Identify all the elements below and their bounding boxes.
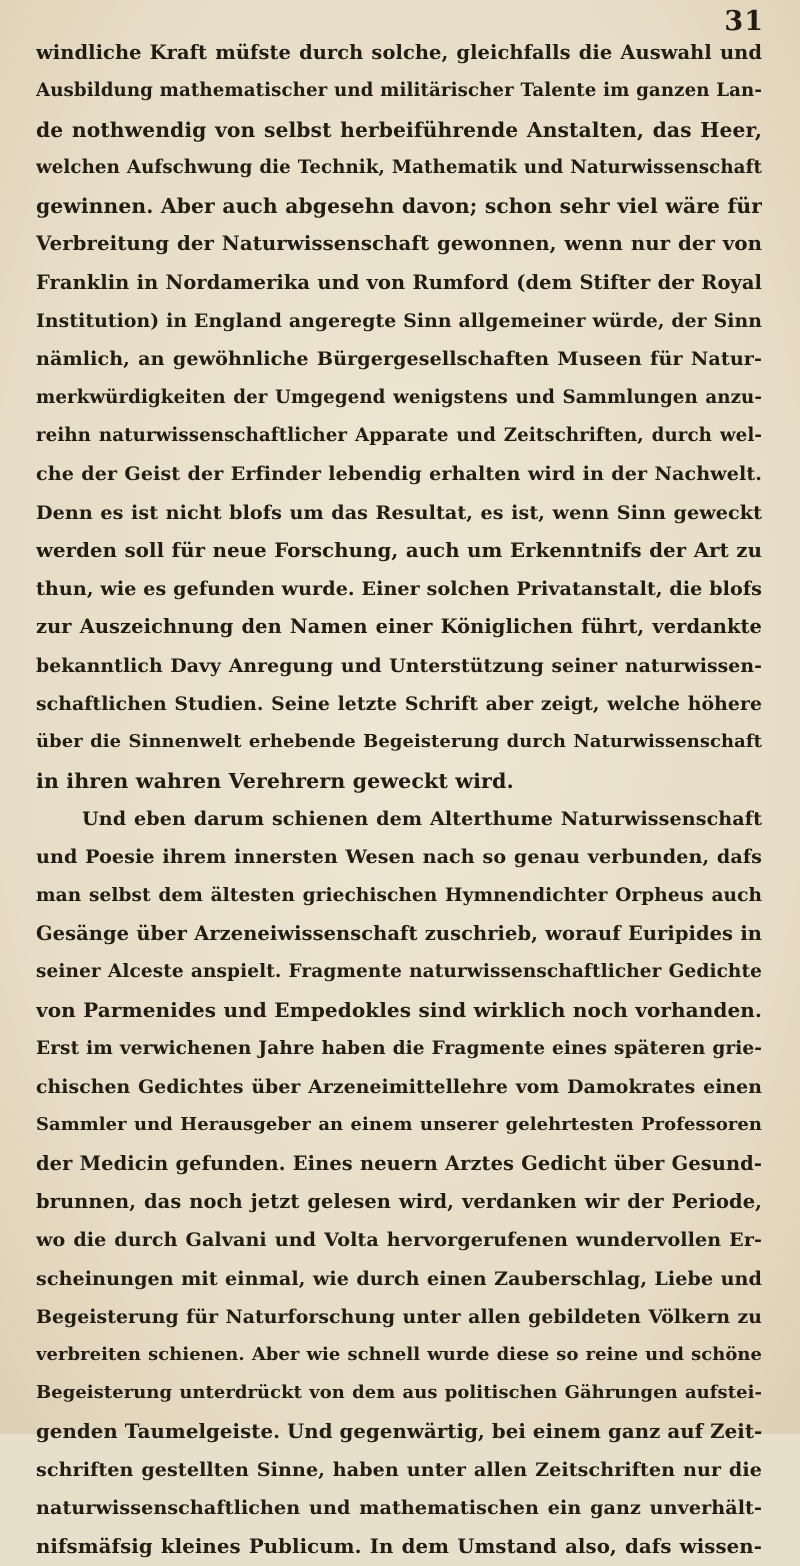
- text-line: bekanntlich Davy Anregung und Unterstützung seiner naturwissen-: [36, 654, 762, 677]
- text-line: Denn es ist nicht blofs um das Resultat, es ist, wenn Sinn geweckt: [36, 500, 762, 524]
- text-line: Begeisterung unterdrückt von dem aus politischen Gährungen aufstei-: [36, 1382, 762, 1404]
- text-line: gewinnen. Aber auch abgesehn davon; schon sehr viel wäre für: [36, 194, 762, 219]
- text-line: Institution) in England angeregte Sinn allgemeiner würde, der Sinn: [36, 310, 762, 333]
- text-line: brunnen, das noch jetzt gelesen wird, verdanken wir der Periode,: [36, 1189, 762, 1213]
- text-line: windliche Kraft müfste durch solche, gleichfalls die Auswahl und: [36, 41, 762, 64]
- text-line: de nothwendig von selbst herbeiführende Anstalten, das Heer,: [36, 117, 762, 142]
- text-line: chischen Gedichtes über Arzeneimittellehre vom Damokrates einen: [36, 1076, 762, 1099]
- text-line: merkwürdigkeiten der Umgegend wenigstens und Sammlungen anzu-: [36, 386, 762, 408]
- body-text: [36, 34, 762, 1566]
- page-number: 31: [724, 6, 764, 37]
- text-line: schriften gestellten Sinne, haben unter allen Zeitschriften nur die: [36, 1457, 762, 1481]
- text-line: wo die durch Galvani und Volta hervorgerufenen wundervollen Er-: [36, 1228, 762, 1252]
- text-line: Verbreitung der Naturwissenschaft gewonnen, wenn nur der von: [36, 232, 762, 256]
- text-line: naturwissenschaftlichen und mathematischen ein ganz unverhält-: [36, 1496, 762, 1520]
- text-line: welchen Aufschwung die Technik, Mathematik und Naturwissenschaft: [36, 156, 762, 178]
- text-line: Erst im verwichenen Jahre haben die Fragmente eines späteren grie-: [36, 1037, 762, 1059]
- text-line: Sammler und Herausgeber an einem unserer gelehrtesten Professoren: [36, 1114, 762, 1136]
- text-line: genden Taumelgeiste. Und gegenwärtig, bei einem ganz auf Zeit-: [36, 1419, 762, 1443]
- text-line: nifsmäfsig kleines Publicum. In dem Umstand also, dafs wissen-: [36, 1534, 762, 1558]
- text-line: der Medicin gefunden. Eines neuern Arztes Gedicht über Gesund-: [36, 1151, 762, 1175]
- text-line: schaftlichen Studien. Seine letzte Schrift aber zeigt, welche höhere: [36, 693, 762, 716]
- text-line: werden soll für neue Forschung, auch um Erkenntnifs der Art zu: [36, 538, 762, 562]
- text-line: Und eben darum schienen dem Alterthume Naturwissenschaft: [82, 806, 762, 830]
- text-line: reihn naturwissenschaftlicher Apparate und Zeitschriften, durch wel-: [36, 424, 762, 446]
- text-line: zur Auszeichnung den Namen einer Königlichen führt, verdankte: [36, 615, 762, 639]
- text-line: man selbst dem ältesten griechischen Hymnendichter Orpheus auch: [36, 884, 762, 906]
- text-line: Ausbildung mathematischer und militärischer Talente im ganzen Lan-: [36, 80, 762, 102]
- text-line: von Parmenides und Empedokles sind wirklich noch vorhanden.: [36, 998, 762, 1023]
- text-line: verbreiten schienen. Aber wie schnell wurde diese so reine und schöne: [36, 1344, 762, 1366]
- text-line: und Poesie ihrem innersten Wesen nach so genau verbunden, dafs: [36, 845, 762, 869]
- text-line: Franklin in Nordamerika und von Rumford (dem Stifter der Royal: [36, 270, 762, 294]
- text-line: Begeisterung für Naturforschung unter allen gebildeten Völkern zu: [36, 1305, 762, 1328]
- text-line: in ihren wahren Verehrern geweckt wird.: [36, 768, 514, 793]
- text-line: thun, wie es gefunden wurde. Einer solchen Privatanstalt, die blofs: [36, 577, 762, 601]
- text-line: seiner Alceste anspielt. Fragmente naturwissenschaftlicher Gedichte: [36, 961, 762, 983]
- text-line: scheinungen mit einmal, wie durch einen Zauberschlag, Liebe und: [36, 1266, 762, 1290]
- text-line: che der Geist der Erfinder lebendig erhalten wird in der Nachwelt.: [36, 462, 762, 486]
- text-line: Gesänge über Arzeneiwissenschaft zuschrieb, worauf Euripides in: [36, 921, 762, 945]
- text-line: über die Sinnenwelt erhebende Begeisterung durch Naturwissenschaft: [36, 731, 762, 753]
- text-line: nämlich, an gewöhnliche Bürgergesellschaften Museen für Natur-: [36, 347, 762, 371]
